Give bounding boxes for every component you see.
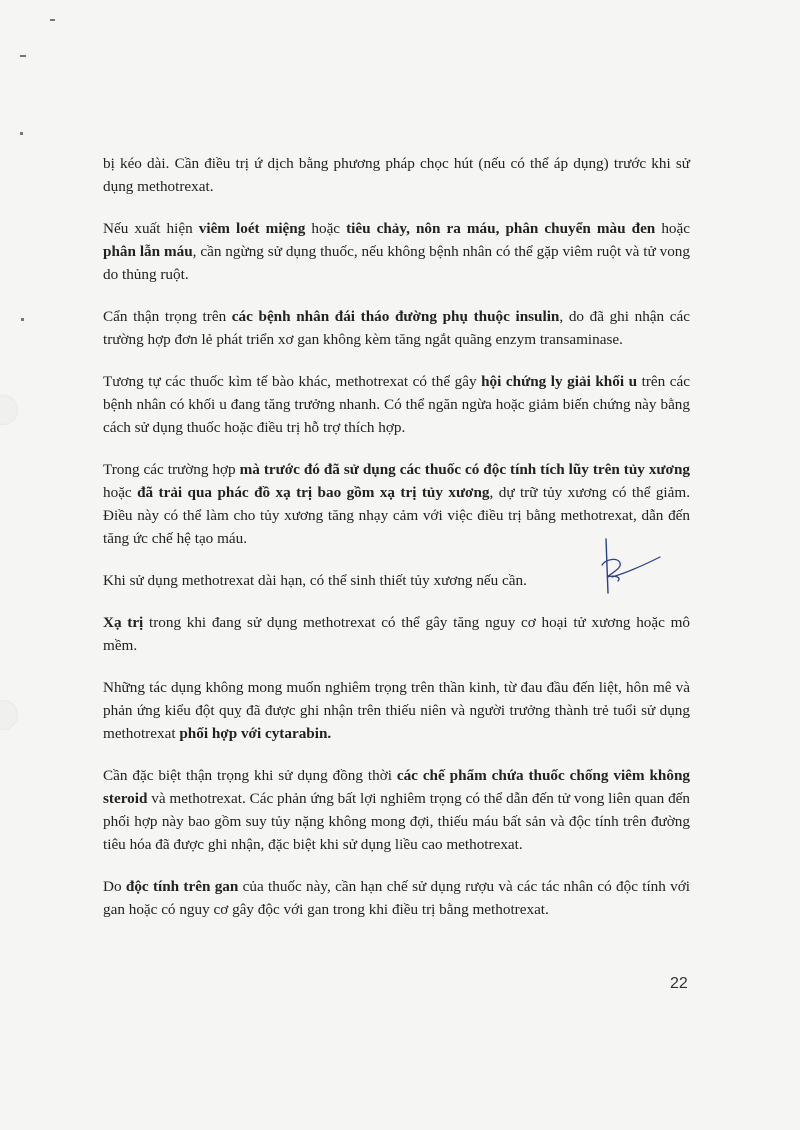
text-run: trong khi đang sử dụng methotrexat có thể gây tăng nguy cơ hoại tử xương hoặc mô mềm. (103, 614, 690, 654)
text-run: Cần đặc biệt thận trọng khi sử dụng đồng thời (103, 767, 397, 784)
bold-text: phân lẫn máu (103, 243, 193, 260)
text-run: và methotrexat. Các phản ứng bất lợi nghiêm trọng có thể dẫn đến tử vong liên quan đến phối hợp này bao gồm suy tủy nặng không mong đợi, thiếu máu bất sản và độc tính trên đường tiêu hóa đã được ghi nhận, đặc biệt khi sử dụng liều cao methotrexat. (103, 790, 690, 853)
paragraph (103, 764, 690, 856)
paragraph (103, 611, 690, 657)
punch-hole (0, 700, 18, 730)
text-run: bị kéo dài. Cần điều trị ứ dịch bằng phương pháp chọc hút (nếu có thể áp dụng) trước khi sử dụng methotrexat. (103, 155, 690, 195)
text-run: Cẩn thận trọng trên (103, 308, 232, 325)
scan-speck (20, 55, 26, 57)
text-run: , do đã ghi nhận các trường hợp đơn lẻ phát triển xơ gan không kèm tăng ngắt quãng enzym transaminase. (103, 308, 690, 348)
text-run: trên các bệnh nhân có khối u đang tăng trưởng nhanh. Có thể ngăn ngừa hoặc giảm biến chứng này bằng cách sử dụng thuốc hoặc điều trị hỗ trợ thích hợp. (103, 373, 690, 436)
bold-text: độc tính trên gan (125, 878, 239, 895)
scan-speck (21, 318, 24, 321)
text-run: Trong các trường hợp (103, 461, 240, 478)
paragraph (103, 370, 690, 439)
bold-text: tiêu chảy, nôn ra máu, phân chuyển màu đen (346, 220, 656, 237)
paragraph (103, 305, 690, 351)
text-run: hoặc (655, 220, 690, 237)
text-run: Tương tự các thuốc kìm tế bào khác, methotrexat có thể gây (103, 373, 482, 390)
bold-text: mà trước đó đã sử dụng các thuốc có độc tính tích lũy trên tủy xương (239, 461, 690, 478)
page-number: 22 (670, 975, 688, 992)
scan-speck (50, 19, 55, 21)
signature-mark (598, 537, 668, 597)
text-run: hoặc (103, 484, 138, 501)
paragraph (103, 676, 690, 745)
paragraph (103, 217, 690, 286)
paragraph (103, 875, 690, 921)
bold-text: Xạ trị (103, 614, 144, 631)
bold-text: hội chứng ly giải khối u (481, 373, 638, 390)
scan-speck (20, 132, 23, 135)
paragraph (103, 152, 690, 198)
text-run: Khi sử dụng methotrexat dài hạn, có thể sinh thiết tủy xương nếu cần. (103, 572, 527, 589)
text-run: Do (103, 878, 126, 895)
bold-text: đã trải qua phác đồ xạ trị bao gồm xạ trị tủy xương (137, 484, 490, 501)
text-run: , cần ngừng sử dụng thuốc, nếu không bệnh nhân có thể gặp viêm ruột và tử vong do thủng ruột. (103, 243, 690, 283)
bold-text: viêm loét miệng (198, 220, 306, 237)
bold-text: phối hợp với cytarabin. (179, 725, 332, 742)
bold-text: các bệnh nhân đái tháo đường phụ thuộc insulin (231, 308, 560, 325)
text-run: của thuốc này, cần hạn chế sử dụng rượu và các tác nhân có độc tính với gan hoặc có nguy cơ gây độc với gan trong khi điều trị bằng methotrexat. (103, 878, 690, 918)
text-run: , dự trữ tủy xương có thể giảm. Điều này có thể làm cho tủy xương tăng nhạy cảm với việc điều trị bằng methotrexat, dẫn đến tăng ức chế hệ tạo máu. (103, 484, 691, 547)
punch-hole (0, 395, 18, 425)
text-run: Nếu xuất hiện (103, 220, 199, 237)
bold-text: các chế phẩm chứa thuốc chống viêm không steroid (103, 767, 690, 807)
text-run: hoặc (305, 220, 347, 237)
text-run: Những tác dụng không mong muốn nghiêm trọng trên thần kinh, từ đau đầu đến liệt, hôn mê và phản ứng kiểu đột quỵ đã được ghi nhận trên thiếu niên và người trưởng thành trẻ tuổi sử dụng methotrexat (103, 679, 690, 742)
